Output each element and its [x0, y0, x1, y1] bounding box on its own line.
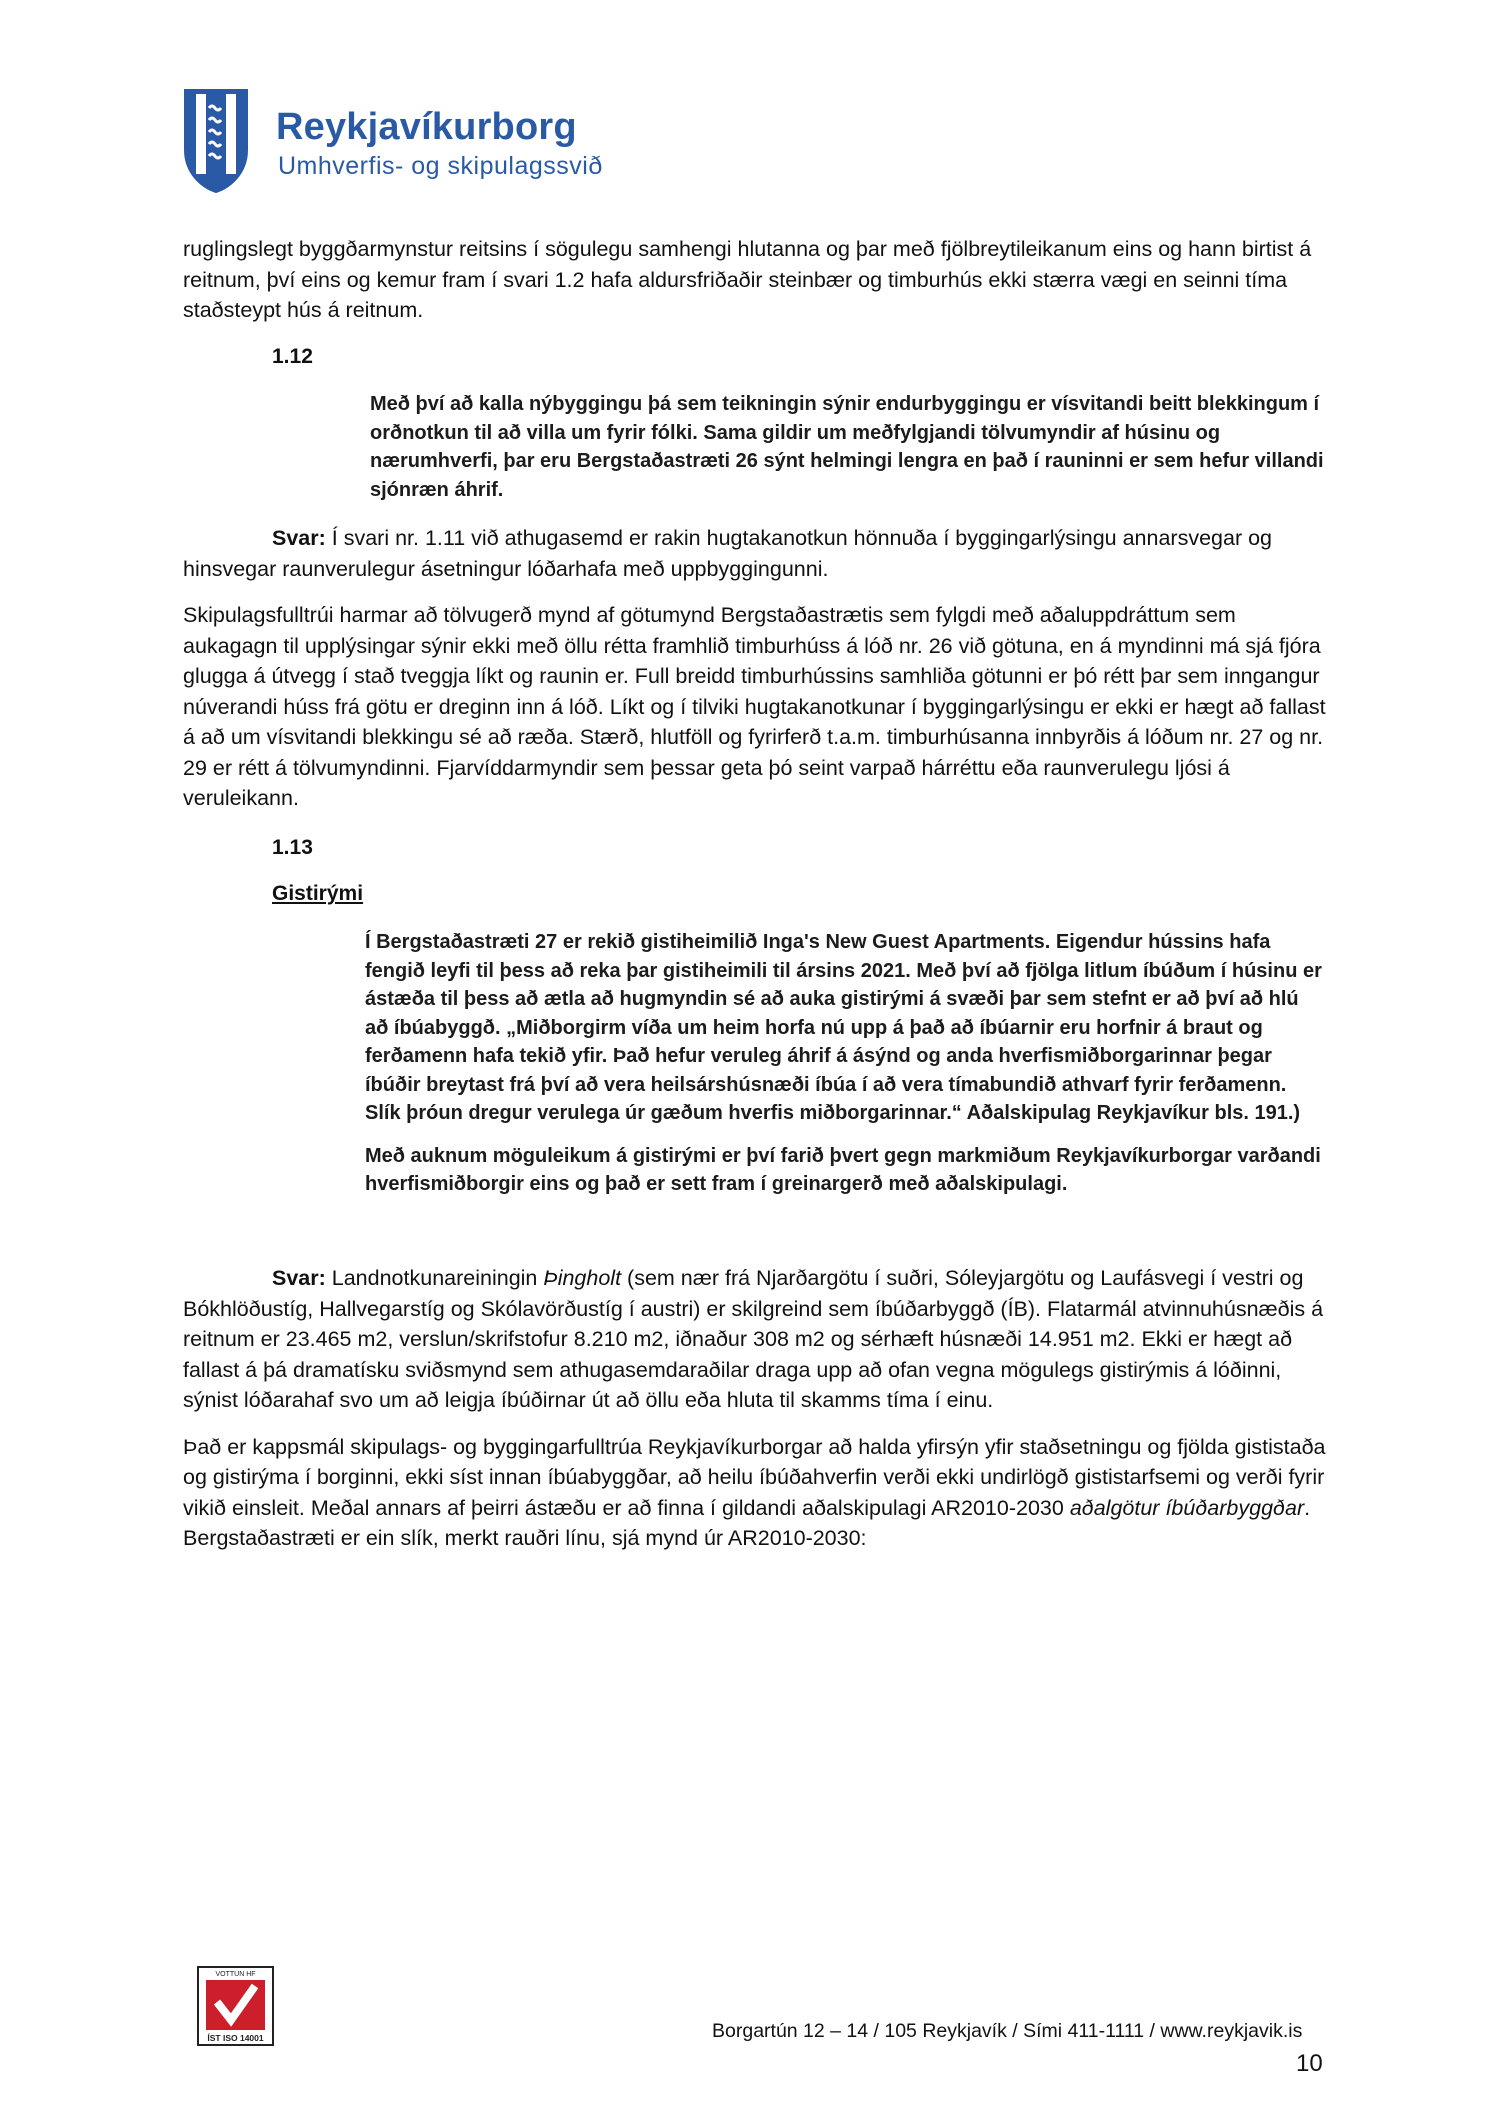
intro-paragraph: [183, 234, 1328, 342]
section-number-1-13: 1.13: [272, 836, 313, 859]
org-name: Reykjavíkurborg: [276, 106, 577, 148]
section-number-1-12: 1.12: [272, 345, 313, 368]
page-number: 10: [1296, 2050, 1323, 2077]
svar-1-12-text: Í svari nr. 1.11 við athugasemd er rakin hugtakanotkun hönnuða í byggingarlýsingu annarsvegar og hinsvegar raunverulegur ásetningur lóðarhafa með uppbyggingunni.: [183, 526, 1273, 581]
svar-label: Svar:: [272, 1266, 326, 1290]
footer-address: Borgartún 12 – 14 / 105 Reykjavík / Sími 411-1111 / www.reykjavik.is: [712, 2020, 1303, 2042]
quote-1-13: [365, 928, 1325, 1213]
svar-label: Svar:: [272, 526, 326, 550]
svar-1-13: [183, 1263, 1328, 1416]
svar-1-12: [183, 523, 1328, 584]
svar-1-13-post: (sem nær frá Njarðargötu í suðri, Sóleyjargötu og Laufásvegi í vestri og Bókhlöðustíg, Hallvegarstíg og Skólavörðustíg í austri) er skilgreind sem íbúðarbyggð (ÍB). Flatarmál atvinnuhúsnæðis á reitnum er 23.465 m2, verslun/skrifstofur 8.210 m2, iðnaður 308 m2 og sérhæft húsnæði 14.951 m2. Ekki er hægt að fallast á þá dramatísku sviðsmynd sem athugasemdaraðilar draga upp að ofan vegna mögulegs gistirýmis á lóðinni, sýnist lóðarahaf svo um að leigja íbúðirnar út að öllu eða hluta til skamms tíma í einu.: [183, 1266, 1324, 1412]
final-post: . Bergstaðastræti er ein slík, merkt rauðri línu, sjá mynd úr AR2010-2030:: [183, 1495, 1311, 1550]
quote-1-13-text-1: Í Bergstaðastræti 27 er rekið gistiheimilið Inga's New Guest Apartments. Eigendur hússins hafa fengið leyfi til þess að reka þar gistiheimili til ársins 2021. Með því að fjölga litlum íbúðum í húsinu er ástæða til þess að ætla að hugmyndin sé að auka gistirými á svæði þar sem stefnt er að því að hlú að íbúabyggð. „Miðborgirm víða um heim horfa nú upp á það að íbúarnir eru horfnir á braut og ferðamenn hafa tekið yfir. Það hefur veruleg áhrif á ásýnd og anda hverfismiðborgarinnar þegar íbúðir breytast frá því að vera heilsárshúsnæði íbúa í að vera tímabundið athvarf fyrir ferðamenn. Slík þróun dregur verulega úr gæðum hverfis miðborgarinnar.“ Aðalskipulag Reykjavíkur bls. 191.): [365, 931, 1322, 1124]
reykjavik-shield-icon: [183, 88, 249, 194]
quote-1-12-text: Með því að kalla nýbyggingu þá sem teikningin sýnir endurbyggingu er vísvitandi beitt blekkingum í orðnotkun til að villa um fyrir fólki. Sama gildir um meðfylgjandi tölvumyndir af húsinu og nærumhverfi, þar eru Bergstaðastræti 26 sýnt helmingi lengra en það í rauninni er sem hefur villandi sjónræn áhrif.: [370, 393, 1324, 501]
subheading-gistirymi: Gistirými: [272, 882, 364, 905]
final-pre: Það er kappsmál skipulags- og byggingarfulltrúa Reykjavíkurborgar að halda yfirsýn yfir staðsetningu og fjölda gististaða og gistirýma í borginni, ekki síst innan íbúabyggðar, að heilu íbúðahverfin verði ekki undirlögð gististarfsemi og verði fyrir vikið einsleit. Meðal annars af þeirri ástæðu er að finna í gildandi aðalskipulagi AR2010-2030: [183, 1434, 1326, 1520]
org-department: Umhverfis- og skipulagssvið: [278, 152, 603, 180]
section-1-12-answer: [183, 523, 1328, 830]
final-paragraph: [183, 1432, 1328, 1554]
final-em: aðalgötur íbúðarbyggðar: [1069, 1495, 1305, 1520]
header-logo: [183, 88, 623, 198]
cert-top-text: VOTTUN HF: [215, 1971, 256, 1978]
paragraph-1-12-b: Skipulagsfulltrúi harmar að tölvugerð mynd af götumynd Bergstaðastrætis sem fylgdi með aðaluppdráttum sem aukagagn til upplýsingar sýnir ekki með öllu rétta framhlið timburhúss á lóð nr. 26 við götuna, en á myndinni má sjá fjóra glugga á útvegg í stað tveggja líkt og raunin er. Full breidd timburhússins samhliða götunni er þó rétt þar sem inngangur núverandi húss frá götu er dreginn inn á lóð. Líkt og í tilviki hugtakanotkunar í byggingarlýsingu er ekki er hægt að fallast á að um vísvitandi blekkingu sé að ræða. Stærð, hlutföll og fyrirferð t.a.m. timburhúsanna innbyrðis á lóðum nr. 27 og nr. 29 er rétt á tölvumyndinni. Fjarvíddarmyndir sem þessar geta þó seint varpað hárréttu eða raunverulegu ljósi á veruleikann.: [183, 603, 1326, 810]
iso-14001-certification-icon: [197, 1966, 274, 2046]
quote-1-12: [370, 390, 1330, 518]
cert-bottom-text: ÍST ISO 14001: [207, 2033, 264, 2043]
quote-1-13-text-2: Með auknum möguleikum á gistirými er því farið þvert gegn markmiðum Reykjavíkurborgar varðandi hverfismiðborgir eins og það er sett fram í greinargerð með aðalskipulagi.: [365, 1144, 1321, 1195]
svar-1-13-em: Þingholt: [543, 1266, 622, 1290]
intro-text: ruglingslegt byggðarmynstur reitsins í sögulegu samhengi hlutanna og þar með fjölbreytileikanum eins og hann birtist á reitnum, því eins og kemur fram í svari 1.2 hafa aldursfriðaðir steinbær og timburhús ekki stærra vægi en seinni tíma staðsteypt hús á reitnum.: [183, 237, 1312, 322]
svar-1-13-pre: Landnotkunareiningin: [325, 1266, 544, 1290]
section-1-13-answer: [183, 1263, 1328, 1570]
